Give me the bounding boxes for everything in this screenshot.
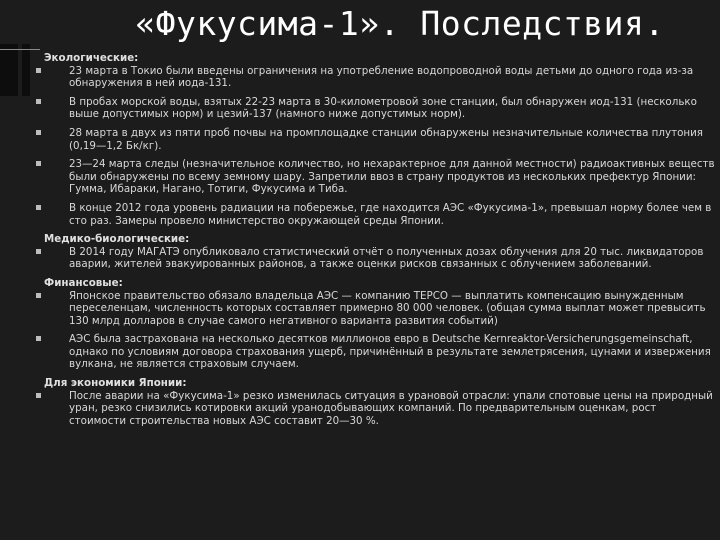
left-decor-line bbox=[0, 49, 40, 50]
bullet-square-icon bbox=[36, 99, 41, 104]
bullet-text: В 2014 году МАГАТЭ опубликовало статистический отчёт о полученных дозах облучения для 20 тыс. ликвидаторов аварии, жителей эвакуированных районов, а также оценки рисков связанных с облучением заболеваний. bbox=[69, 245, 704, 271]
bullet-item bbox=[44, 158, 716, 196]
bullet-text: Японское правительство обязало владельца АЭС — компанию TEPCO — выплатить компенсацию вынужденным переселенцам, численность которых составляет примерно 80 000 человек. (общая сумма выплат может превысить 130 млрд долларов в случае самого негативного варианта развития событий) bbox=[69, 289, 706, 327]
bullet-item bbox=[44, 65, 716, 90]
bullet-square-icon bbox=[36, 336, 41, 341]
bullet-item bbox=[44, 96, 716, 121]
bullet-text: 23 марта в Токио были введены ограничения на употребление водопроводной воды детьми до одного года из-за обнаружения в ней иода-131. bbox=[69, 64, 694, 90]
bullet-square-icon bbox=[36, 393, 41, 398]
bullet-text: 23—24 марта следы (незначительное количество, но нехарактерное для данной местности) радиоактивных веществ были обнаружены по всему земному шару. Запретили ввоз в страну продуктов из нескольких префектур Японии: Гумма, Ибараки, Нагано, Тотиги, Фукусима и Тиба. bbox=[69, 158, 715, 196]
bullet-item bbox=[44, 202, 716, 227]
left-decor-bar-1 bbox=[0, 44, 18, 96]
bullet-square-icon bbox=[36, 205, 41, 210]
section-heading: Для экономики Японии: bbox=[44, 377, 187, 390]
bullet-text: В пробах морской воды, взятых 22-23 марта в 30-километровой зоне станции, был обнаружен иод-131 (несколько выше допустимых норм) и цезий-137 (намного ниже допустимых норм). bbox=[69, 95, 697, 121]
bullet-text: АЭС была застрахована на несколько десятков миллионов евро в Deutsche Kernreaktor-Versicherungsgemeinschaft, однако по условиям договора страхования ущерб, причинённый в результате землетрясения, цунами и извержения вулкана, не является страховым случаем. bbox=[69, 333, 711, 371]
section-heading: Экологические: bbox=[44, 52, 139, 64]
bullet-text: 28 марта в двух из пяти проб почвы на промплощадке станции обнаружены незначительные количества плутония (0,19—1,2 Бк/кг). bbox=[69, 126, 703, 152]
bullet-item bbox=[44, 127, 716, 152]
bullet-square-icon bbox=[36, 161, 41, 166]
bullet-item bbox=[44, 290, 716, 328]
bullet-square-icon bbox=[36, 68, 41, 73]
bullet-item bbox=[44, 333, 716, 371]
slide-content bbox=[44, 52, 716, 433]
bullet-square-icon bbox=[36, 249, 41, 254]
slide-title: «Фукусима-1». Последствия. bbox=[135, 4, 665, 43]
bullet-item bbox=[44, 390, 716, 428]
bullet-text: После аварии на «Фукусима-1» резко изменилась ситуация в урановой отрасли: упали спотовые цены на природный уран, резко снизились котировки акций уранодобывающих компаний. По предварительным оценкам, рост стоимости строительства новых АЭС составит 20—30 %. bbox=[69, 389, 713, 427]
section-heading: Финансовые: bbox=[44, 276, 123, 289]
bullet-square-icon bbox=[36, 130, 41, 135]
bullet-item bbox=[44, 246, 716, 271]
section-heading: Медико-биологические: bbox=[44, 233, 190, 246]
bullet-text: В конце 2012 года уровень радиации на побережье, где находится АЭС «Фукусима-1», превышал норму более чем в сто раз. Замеры провело министерство окружающей среды Японии. bbox=[69, 201, 712, 227]
left-decor-bar-2 bbox=[22, 44, 30, 96]
bullet-square-icon bbox=[36, 293, 41, 298]
